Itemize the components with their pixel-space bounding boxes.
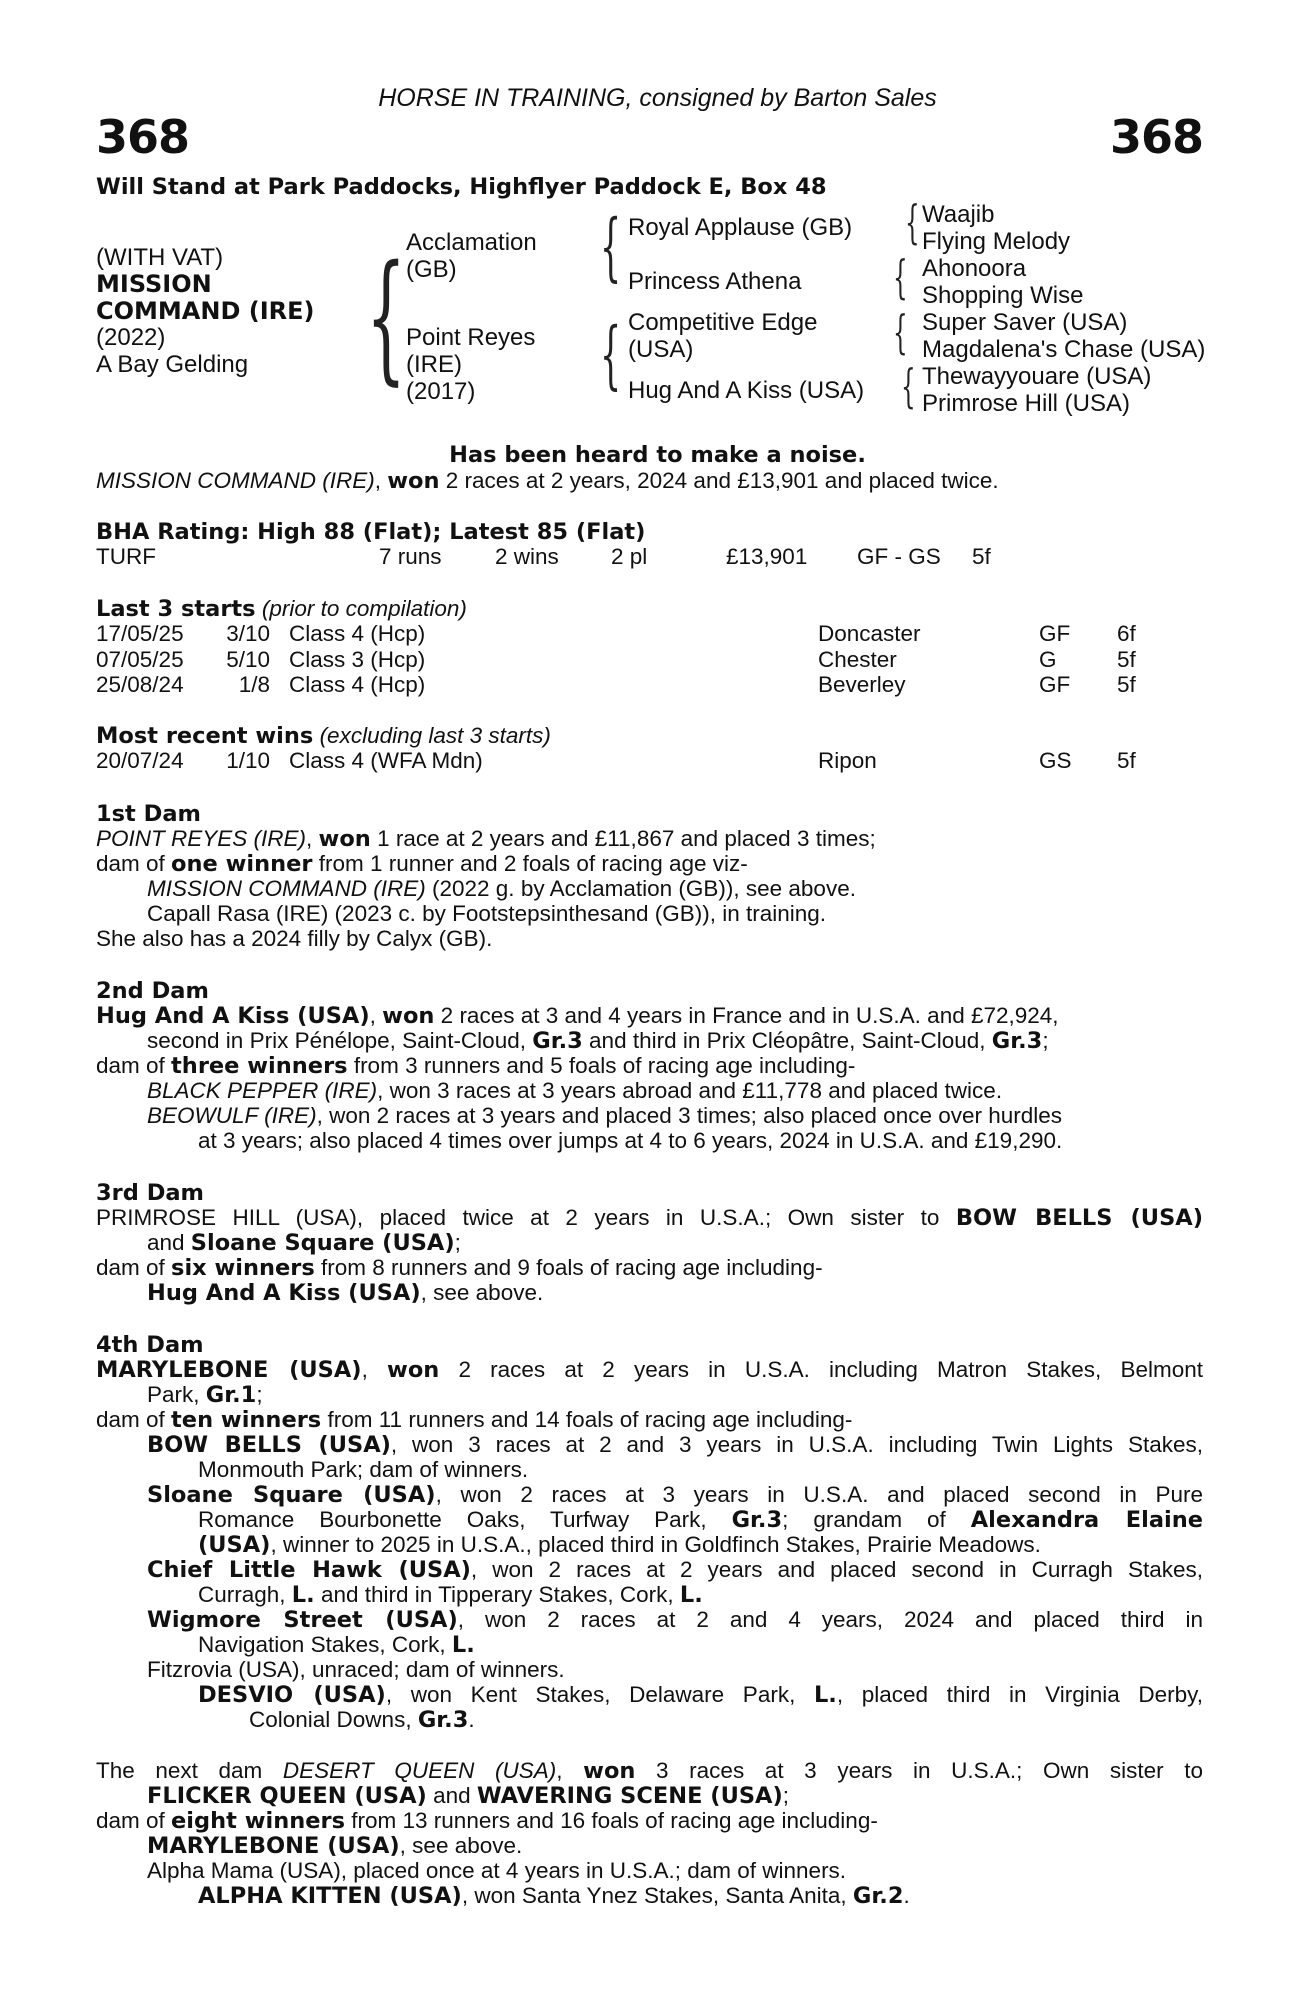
text: from 11 runners and 14 foals of racing age including- (321, 1407, 853, 1432)
text: dam of (96, 1053, 172, 1078)
next-dam-name: DESERT QUEEN (USA) (282, 1760, 557, 1783)
bow-bells-line1 (147, 1434, 1203, 1457)
text: Park, (147, 1382, 206, 1407)
sire-line2: (GB) (406, 256, 457, 283)
produce-name: MISSION COMMAND (IRE) (147, 876, 426, 901)
wigmore-line2 (198, 1634, 475, 1657)
text: , see above. (399, 1833, 523, 1858)
text: dam of (96, 1255, 172, 1280)
text: 2 races at 3 and 4 years in France and in U.S.A. and £72,924, (434, 1003, 1059, 1028)
third-dam-line1 (96, 1207, 1203, 1230)
third-dam-heading: 3rd Dam (96, 1180, 204, 1206)
next-dam-produce1 (147, 1835, 522, 1858)
first-dam-line2 (96, 853, 748, 876)
recent-row-going: GS (1039, 748, 1072, 773)
next-dam-line3 (96, 1810, 878, 1833)
text: (2022 g. by Acclamation (GB)), see above. (425, 876, 856, 901)
text: Navigation Stakes, Cork, (198, 1632, 452, 1657)
dam-sire-line2: (USA) (628, 336, 694, 363)
recent-heading (96, 725, 551, 748)
next-dam-grandchild (198, 1885, 910, 1908)
last3-row-course: Doncaster (818, 621, 921, 646)
brace-sire: { (600, 204, 622, 290)
first-dam-line1: POINT REYES (IRE), won 1 race at 2 years and £11,867 and placed 3 times; (96, 826, 876, 852)
second-dam-produce2-cont: at 3 years; also placed 4 times over jumps at 4 to 6 years, 2024 in U.S.A. and £19,290. (198, 1128, 1063, 1153)
brace-ds: { (893, 305, 908, 359)
first-dam-winners: one winner (171, 851, 313, 877)
second-dam-line1: Hug And A Kiss (USA), won 2 races at 3 and 4 years in France and in U.S.A. and £72,924, (96, 1003, 1059, 1029)
text: ; (782, 1783, 790, 1808)
rating-placed: 2 pl (611, 544, 648, 569)
grade: Gr.3 (991, 1028, 1043, 1054)
first-dam-record: 1 race at 2 years and £11,867 and placed 3 times; (370, 826, 876, 851)
brace-ss: { (905, 195, 920, 249)
text: , (556, 1760, 584, 1783)
last3-row-dist: 5f (1117, 672, 1136, 697)
second-dam-line2 (147, 1030, 1049, 1053)
text: 2 races at 2 years in U.S.A. including Matron Stakes, Belmont (439, 1359, 1203, 1382)
text: Curragh, (198, 1582, 292, 1607)
grade: Gr.3 (532, 1028, 583, 1054)
page-title: HORSE IN TRAINING, consigned by Barton Sales (378, 84, 937, 112)
text: 3 races at 3 years in U.S.A.; Own sister to (635, 1760, 1203, 1783)
fourth-dam-line1: MARYLEBONE (USA), won 2 races at 2 years in U.S.A. including Matron Stakes, Belmont (96, 1359, 1203, 1382)
first-dam-heading: 1st Dam (96, 801, 201, 827)
dam-dam: Hug And A Kiss (USA) (628, 377, 865, 404)
first-dam-won: won (318, 826, 371, 852)
last3-heading (96, 598, 467, 621)
second-dam-line3 (96, 1055, 855, 1078)
last3-row-cls: Class 4 (Hcp) (289, 621, 426, 646)
dam-line2: (IRE) (406, 351, 462, 378)
last3-row-date: 07/05/25 (96, 646, 184, 672)
text: . (903, 1883, 910, 1908)
horse-name-line1: MISSION (96, 270, 212, 298)
second-dam-won: won (382, 1003, 435, 1029)
rating-surface: TURF (96, 544, 156, 569)
horse-year: (2022) (96, 324, 166, 351)
sibling-name: Sloane Square (USA) (190, 1230, 455, 1256)
text: , won 2 races at 2 years and placed second in Curragh Stakes, (470, 1559, 1203, 1582)
text: Colonial Downs, (249, 1707, 418, 1732)
text: , won Kent Stakes, Delaware Park, (385, 1684, 814, 1707)
sire-sire: Royal Applause (GB) (628, 214, 853, 241)
last3-row-going: GF (1039, 672, 1071, 697)
third-dam-line3 (96, 1257, 823, 1280)
sire-dam: Princess Athena (628, 268, 802, 295)
rating-going: GF - GS (857, 544, 941, 569)
fourth-dam-line2 (147, 1384, 263, 1407)
text: from 13 runners and 16 foals of racing age including- (345, 1808, 878, 1833)
horse-description: A Bay Gelding (96, 351, 249, 378)
next-dam-produce2: Alpha Mama (USA), placed once at 4 years in U.S.A.; dam of winners. (147, 1858, 847, 1883)
produce-name: BEOWULF (IRE) (147, 1103, 317, 1128)
second-dam-name: Hug And A Kiss (USA) (96, 1003, 370, 1029)
text: dam of (96, 1808, 172, 1833)
next-dam-won: won (583, 1760, 636, 1783)
recent-row-course: Ripon (818, 748, 877, 773)
text: and third in Prix Cléopâtre, Saint-Cloud, (582, 1028, 992, 1053)
winners-count: six winners (171, 1255, 315, 1281)
last3-row-dist: 6f (1117, 621, 1136, 646)
sloane-line3 (198, 1534, 1041, 1557)
produce-name: ALPHA KITTEN (USA) (198, 1883, 462, 1909)
text: from 8 runners and 9 foals of racing age including- (314, 1255, 823, 1280)
dd-dam: Primrose Hill (USA) (922, 390, 1131, 417)
sd-dam: Shopping Wise (922, 282, 1084, 309)
rating-earnings: £13,901 (726, 544, 808, 569)
chief-line1 (147, 1559, 1203, 1582)
text: ; grandam of (782, 1509, 971, 1532)
listed: L. (679, 1582, 703, 1608)
text: , won 2 races at 3 years in U.S.A. and placed second in Pure (435, 1484, 1203, 1507)
text: , won 2 races at 2 and 4 years, 2024 and placed third in (457, 1609, 1203, 1632)
text: , won Santa Ynez Stakes, Santa Anita, (461, 1883, 853, 1908)
produce-name: Chief Little Hawk (USA) (147, 1559, 471, 1582)
text: ; (1042, 1028, 1049, 1053)
desvio-line1 (198, 1684, 1203, 1707)
sibling-name: FLICKER QUEEN (USA) (147, 1783, 427, 1809)
summary-rest: 2 races at 2 years, 2024 and £13,901 and placed twice. (439, 468, 999, 493)
second-dam-produce1 (147, 1080, 1002, 1103)
listed: L. (291, 1582, 315, 1608)
produce-name: MARYLEBONE (USA) (147, 1833, 400, 1859)
recent-note: (excluding last 3 starts) (313, 723, 551, 748)
wigmore-line1 (147, 1609, 1203, 1632)
recent-row-date: 20/07/24 (96, 748, 184, 773)
dam-sire-line1: Competitive Edge (628, 309, 818, 336)
lot-number-left: 368 (96, 110, 190, 164)
summary-line: MISSION COMMAND (IRE), won 2 races at 2 years, 2024 and £13,901 and placed twice. (96, 468, 999, 494)
fourth-dam-heading: 4th Dam (96, 1332, 204, 1358)
produce-name: Wigmore Street (USA) (147, 1609, 458, 1632)
bow-bells-line2: Monmouth Park; dam of winners. (198, 1457, 529, 1482)
grandchild-name: Alexandra Elaine (970, 1509, 1203, 1532)
produce-name: Sloane Square (USA) (147, 1484, 436, 1507)
text: and (147, 1230, 191, 1255)
text: . (468, 1707, 475, 1732)
last3-row-pos: 3/10 (226, 621, 270, 646)
brace-main: { (366, 236, 407, 399)
fourth-dam-won: won (387, 1359, 440, 1382)
text: ; (454, 1230, 461, 1255)
text: from 1 runner and 2 foals of racing age viz- (312, 851, 748, 876)
fitzrovia-line: Fitzrovia (USA), unraced; dam of winners. (147, 1657, 565, 1682)
last3-row-date: 25/08/24 (96, 672, 184, 697)
desvio-line2 (249, 1709, 475, 1732)
text: dam of (96, 1407, 172, 1432)
fourth-dam-name: MARYLEBONE (USA) (96, 1359, 362, 1382)
rating-distance: 5f (972, 544, 991, 569)
last3-row-course: Beverley (818, 672, 906, 697)
sloane-line2 (198, 1509, 1203, 1532)
text: , won 3 races at 2 and 3 years in U.S.A. including Twin Lights Stakes, (390, 1434, 1203, 1457)
last3-row-going: GF (1039, 621, 1071, 646)
ss-dam: Flying Melody (922, 228, 1071, 255)
dd-sire: Thewayyouare (USA) (922, 363, 1152, 390)
first-dam-name: POINT REYES (IRE) (96, 826, 307, 851)
third-dam-produce (147, 1282, 543, 1305)
grade: Gr.2 (852, 1883, 904, 1909)
lot-number-right: 368 (1109, 110, 1203, 164)
last3-row-date: 17/05/25 (96, 621, 184, 646)
text: Romance Bourbonette Oaks, Turfway Park, (198, 1509, 732, 1532)
last3-row-cls: Class 4 (Hcp) (289, 672, 426, 697)
vat-label: (WITH VAT) (96, 244, 224, 271)
last3-row-dist: 5f (1117, 646, 1136, 672)
text: dam of (96, 851, 172, 876)
rating-wins: 2 wins (495, 544, 559, 569)
text: from 3 runners and 5 foals of racing age including- (347, 1053, 856, 1078)
third-dam-line2 (147, 1232, 461, 1255)
stand-location: Will Stand at Park Paddocks, Highflyer Paddock E, Box 48 (96, 174, 827, 200)
winners-count: three winners (171, 1053, 348, 1079)
produce-name: BLACK PEPPER (IRE) (147, 1078, 378, 1103)
brace-sd: { (893, 250, 908, 304)
last3-row-pos: 5/10 (226, 646, 270, 672)
summary-won: won (387, 468, 440, 494)
sd-sire: Ahonoora (922, 255, 1027, 282)
produce-name: Hug And A Kiss (USA) (147, 1280, 421, 1306)
next-dam-line1 (96, 1760, 1203, 1783)
rating-heading: BHA Rating: High 88 (Flat); Latest 85 (Flat) (96, 519, 646, 545)
sire-line1: Acclamation (406, 229, 537, 256)
produce-name: BOW BELLS (USA) (147, 1434, 391, 1457)
first-dam-produce2: Capall Rasa (IRE) (2023 c. by Footstepsinthesand (GB)), in training. (147, 901, 827, 926)
text: and third in Tipperary Stakes, Cork, (314, 1582, 680, 1607)
ds-sire: Super Saver (USA) (922, 309, 1128, 336)
summary-horse: MISSION COMMAND (IRE) (96, 468, 375, 493)
text: and (426, 1783, 477, 1808)
last3-row-pos: 1/8 (238, 672, 270, 697)
dam-line3: (2017) (406, 378, 476, 405)
horse-name-line2: COMMAND (IRE) (96, 297, 315, 325)
grandchild-suffix: (USA) (198, 1532, 271, 1558)
second-dam-produce2 (147, 1105, 1062, 1128)
text: PRIMROSE HILL (USA), placed twice at 2 years in U.S.A.; Own sister to (96, 1207, 956, 1230)
first-dam-line5: She also has a 2024 filly by Calyx (GB). (96, 926, 493, 951)
first-dam-produce1 (147, 878, 856, 901)
winners-count: ten winners (171, 1407, 322, 1433)
winners-count: eight winners (171, 1808, 346, 1834)
rating-runs: 7 runs (379, 544, 442, 569)
text: , won 2 races at 3 years and placed 3 times; also placed once over hurdles (316, 1103, 1063, 1128)
text: The next dam (96, 1760, 283, 1783)
text: , won 3 races at 3 years abroad and £11,778 and placed twice. (377, 1078, 1003, 1103)
last3-row-going: G (1039, 646, 1057, 672)
grade: Gr.3 (731, 1509, 783, 1532)
listed: L. (813, 1684, 837, 1707)
chief-line2 (198, 1584, 703, 1607)
text: , see above. (420, 1280, 544, 1305)
text: second in Prix Pénélope, Saint-Cloud, (147, 1028, 533, 1053)
text: ; (256, 1382, 263, 1407)
grade: Gr.3 (417, 1707, 469, 1733)
brace-dd: { (901, 359, 916, 413)
last3-row-cls: Class 3 (Hcp) (289, 646, 426, 672)
sibling-name: BOW BELLS (USA) (955, 1207, 1203, 1230)
recent-row-pos: 1/10 (226, 748, 270, 773)
brace-dam: { (600, 312, 622, 398)
last3-title: Last 3 starts (96, 596, 256, 622)
text: , placed third in Virginia Derby, (836, 1684, 1203, 1707)
ss-sire: Waajib (922, 201, 995, 228)
next-dam-line2 (147, 1785, 789, 1808)
grade: Gr.1 (205, 1382, 257, 1408)
ds-dam: Magdalena's Chase (USA) (922, 336, 1206, 363)
recent-row-dist: 5f (1117, 748, 1136, 773)
dam-line1: Point Reyes (406, 324, 536, 351)
noise-notice: Has been heard to make a noise. (449, 442, 866, 468)
sibling-name: WAVERING SCENE (USA) (476, 1783, 783, 1809)
last3-row-course: Chester (818, 646, 897, 672)
listed: L. (451, 1632, 475, 1658)
sloane-line1 (147, 1484, 1203, 1507)
last3-note: (prior to compilation) (255, 596, 467, 621)
second-dam-heading: 2nd Dam (96, 978, 209, 1004)
fourth-dam-line3 (96, 1409, 852, 1432)
recent-row-cls: Class 4 (WFA Mdn) (289, 748, 483, 773)
produce-name: DESVIO (USA) (198, 1684, 386, 1707)
recent-title: Most recent wins (96, 723, 314, 749)
text: , winner to 2025 in U.S.A., placed third in Goldfinch Stakes, Prairie Meadows. (270, 1532, 1041, 1557)
